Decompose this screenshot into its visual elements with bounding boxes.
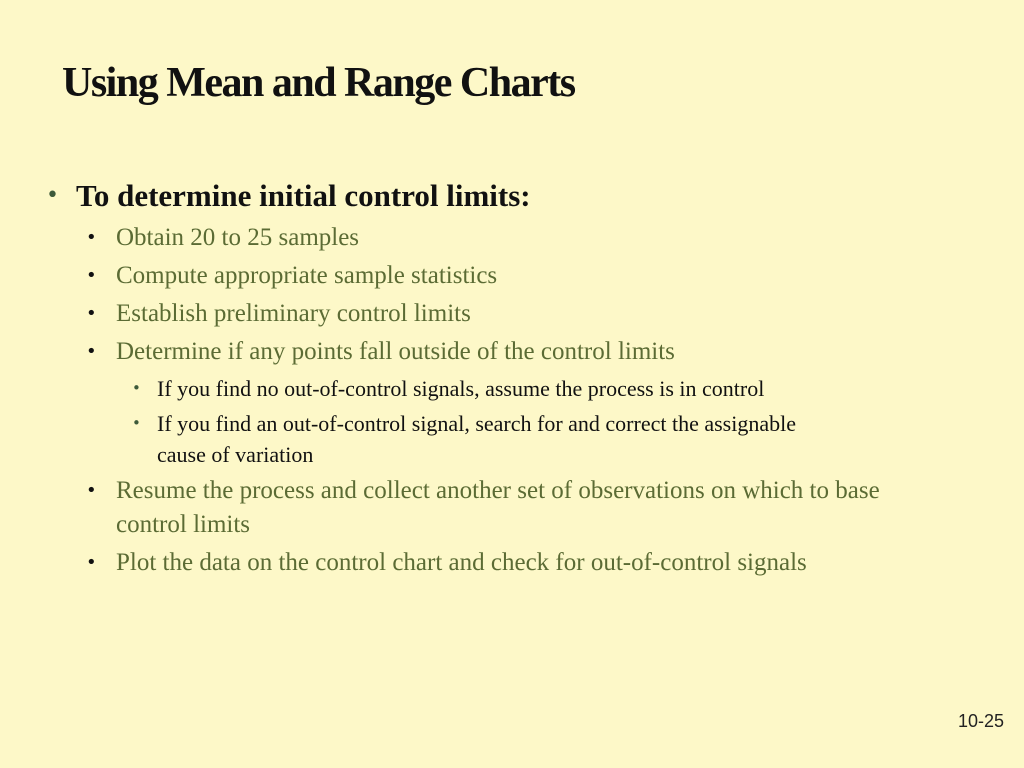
bullet-dot-icon: •: [86, 552, 97, 573]
bullet-text: Plot the data on the control chart and check for out-of-control signals: [116, 549, 807, 576]
bullet-level3: [46, 408, 847, 470]
bullet-level2: [46, 335, 926, 369]
bullet-text: Establish preliminary control limits: [116, 300, 471, 327]
bullet-text: Determine if any points fall outside of the control limits: [116, 338, 675, 365]
bullet-text: Resume the process and collect another set of observations on which to base control limits: [116, 477, 880, 538]
bullet-text: To determine initial control limits:: [76, 178, 531, 213]
bullet-dot-icon: •: [46, 183, 59, 208]
bullet-level2: [46, 546, 926, 580]
bullet-dot-icon: •: [86, 227, 97, 248]
bullet-dot-icon: •: [132, 379, 141, 397]
bullet-level2: [46, 221, 926, 255]
bullet-level2: [46, 474, 926, 542]
bullet-level2: [46, 259, 926, 293]
bullet-dot-icon: •: [132, 414, 141, 432]
bullet-text: Compute appropriate sample statistics: [116, 262, 498, 289]
bullet-level3: [46, 373, 847, 404]
slide-body: [46, 176, 926, 584]
page-number: 10-25: [957, 711, 1004, 731]
bullet-dot-icon: •: [86, 265, 97, 286]
bullet-text: If you find an out-of-control signal, search for and correct the assignable cause of variation: [157, 411, 796, 467]
bullet-dot-icon: •: [86, 480, 97, 501]
bullet-level1: [46, 176, 926, 216]
bullet-level2: [46, 297, 926, 331]
bullet-dot-icon: •: [86, 303, 97, 324]
slide-title: Using Mean and Range Charts: [62, 60, 575, 106]
bullet-dot-icon: •: [86, 341, 97, 362]
bullet-text: Obtain 20 to 25 samples: [116, 224, 360, 251]
bullet-text: If you find no out-of-control signals, assume the process is in control: [157, 376, 765, 401]
